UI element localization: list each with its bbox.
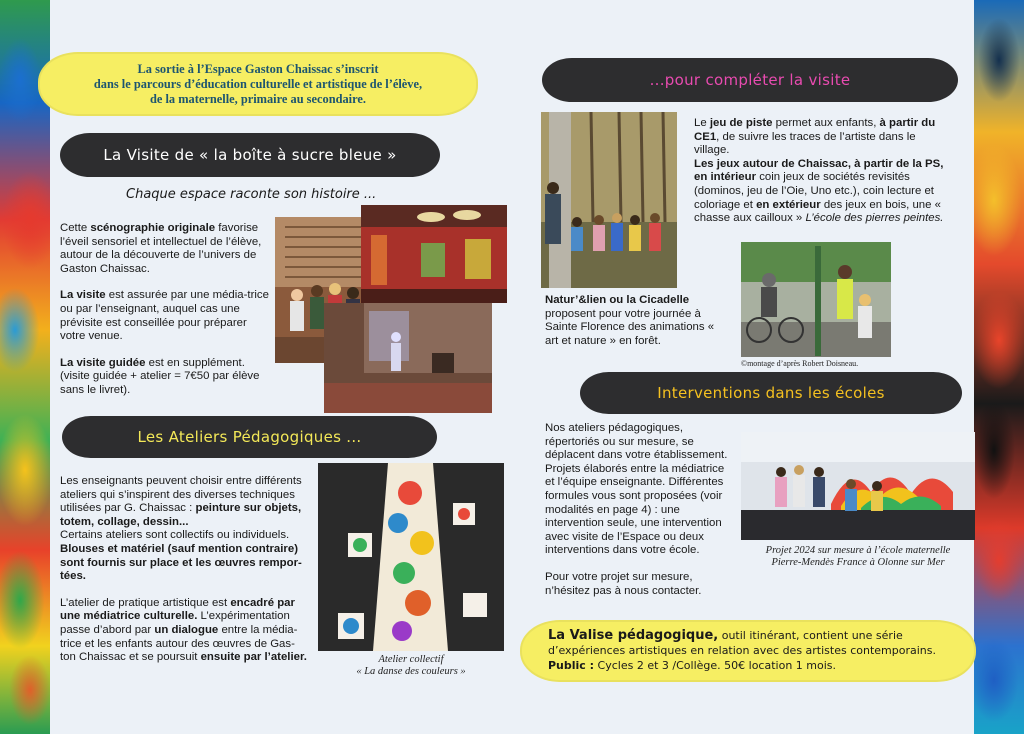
visite-text: Cette scénographie originale favorise l’éveil sensoriel et intellectuel de l’élève, autour de la découverte de l’univers de Gaston Chaissac. La visite est assurée par une média-trice ou par l’enseignant, auquel cas une prévisite est conseillée pour préparer votre venue. La visite guidée est en supplément. (visite guidée + atelier = 7€50 par élève sans le livret).: [60, 222, 269, 396]
intro-text: La sortie à l’Espace Gaston Chaissac s’inscrit dans le parcours d’éducation culturelle et artistique de l’élève, de la maternelle, primaire au secondaire.: [93, 61, 423, 106]
right-painted-border: [974, 0, 1024, 734]
interventions-title-banner: [580, 372, 962, 414]
ateliers-title-banner: [62, 416, 437, 458]
photo-doisneau-montage: [741, 242, 891, 357]
completer-title-banner: [542, 58, 958, 102]
doisneau-credit: ©montage d’après Robert Doisneau.: [741, 359, 859, 368]
visite-subtitle: Chaque espace raconte son histoire ...: [126, 187, 377, 202]
visite-title-banner: [60, 133, 440, 177]
ateliers-title: Les Ateliers Pédagogiques ...: [137, 428, 362, 446]
photo-school-mural: [741, 432, 975, 540]
completer-title: ...pour compléter la visite: [649, 71, 851, 89]
valise-banner: [520, 620, 976, 682]
natur-text: Natur’&lien ou la Cicadelle proposent pour votre journée à Sainte Florence des animations « art et nature » en forêt.: [545, 294, 715, 347]
intro-banner: [38, 52, 478, 116]
photo-atelier-collectif: [318, 463, 504, 651]
photo-red-room: [361, 205, 507, 303]
valise-text: La Valise pédagogique, outil itinérant, contient une série d’expériences artistiques en relation avec des artistes contemporains. Public : Cycles 2 et 3 /Collège. 50€ location 1 mois.: [548, 628, 936, 672]
interventions-text: Nos ateliers pédagogiques, répertoriés ou sur mesure, se déplacent dans votre établissement. Projets élaborés entre la médiatrice et l’équipe enseignante. Différentes formules vous sont proposées (voir modalités en page 4) : une intervention seule, une intervention avec visite de l’Espace ou deux interventions dans votre école. Pour votre projet sur mesure, n’hésitez pas à nous contacter.: [545, 422, 728, 597]
photo-dark-stage: [324, 303, 492, 413]
ateliers-text: Les enseignants peuvent choisir entre différents ateliers qui s’inspirent des diverses techniques utilisées par G. Chaissac : peinture sur objets, totem, collage, dessin... Certains ateliers sont collectifs ou individuels. Blouses et matériel (sauf mention contraire) sont fournis sur place et les œuvres rempor-tées. L’atelier de pratique artistique est encadré par une médiatrice culturelle. L’expérimentation passe d’abord par un dialogue entre la média-trice et les enfants autour des œuvres de Gas-ton Chaissac et se poursuit ensuite par l’atelier.: [60, 475, 307, 664]
visite-title: La Visite de « la boîte à sucre bleue »: [103, 146, 397, 164]
photo-forest-children: [541, 112, 677, 288]
school-caption: Projet 2024 sur mesure à l’école maternelle Pierre-Mendès France à Olonne sur Mer: [765, 545, 951, 568]
atelier-caption: Atelier collectif « La danse des couleurs »: [356, 654, 466, 677]
interventions-title: Interventions dans les écoles: [657, 384, 885, 402]
left-painted-border: [0, 0, 50, 734]
completer-text: Le jeu de piste permet aux enfants, à partir du CE1, de suivre les traces de l’artiste dans le village. Les jeux autour de Chaissac, à partir de la PS, en intérieur coin jeux de sociétés revisités (dominos, jeu de l’Oie, Uno etc.), coin lecture et coloriage et en extérieur des jeux en bois, une « chasse aux cailloux » L’école des pierres peintes.: [694, 117, 944, 225]
